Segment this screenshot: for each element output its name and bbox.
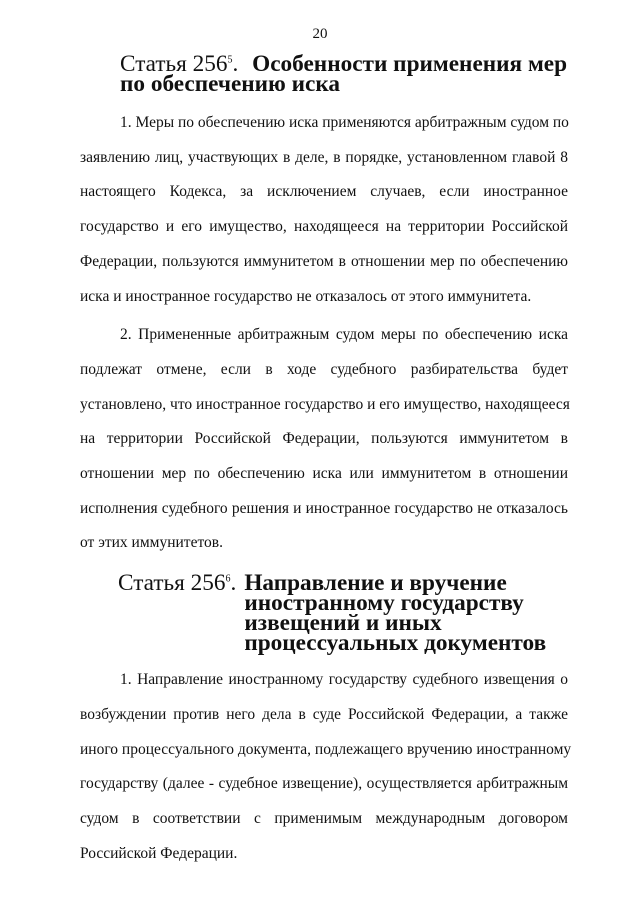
article-number-superscript: 5 [227, 54, 233, 66]
paragraph-line: настоящего Кодекса, за исключением случаев, если иностранное [80, 183, 568, 201]
article-number [80, 570, 237, 653]
paragraph-line: судом в соответствии с применимым международным договором [80, 809, 568, 827]
article-heading [80, 570, 568, 657]
paragraph-line: государство и его имущество, находящееся на территории Российской [80, 218, 568, 236]
paragraph-line: исполнения судебного решения и иностранное государство не отказалось [80, 499, 568, 517]
paragraph-line: иного процессуального документа, подлежащего вручению иностранному [80, 740, 572, 758]
article-title-line: извещений и иных процессуальных документов [244, 610, 547, 657]
paragraph-line: отношении мер по обеспечению иска или иммунитетом в отношении [80, 465, 568, 483]
article-title [236, 570, 568, 657]
paragraph-line: на территории Российской Федерации, пользуются иммунитетом в [80, 430, 568, 448]
paragraph [80, 318, 568, 561]
article-number-dot: . [230, 570, 237, 597]
article-heading [80, 51, 568, 97]
paragraph-line: 1. Меры по обеспечению иска применяются арбитражным судом по [120, 114, 569, 131]
paragraph-line: иска и иностранное государство не отказалось от этого иммунитета. [80, 287, 532, 305]
paragraph [80, 663, 572, 871]
paragraph-line: Федерации, пользуются иммунитетом в отношении мер по обеспечению [80, 252, 568, 270]
paragraph-line: возбуждении против него дела в суде Российской Федерации, а также [80, 705, 568, 723]
paragraph-line: подлежат отмене, если в ходе судебного разбирательства будет [80, 360, 568, 378]
article-number-label: Статья 256 [120, 51, 228, 77]
article-number-dot: . [232, 51, 239, 77]
article-title-line: Направление и вручение иностранному государству [244, 570, 524, 617]
document-body [80, 51, 572, 871]
article-title: Особенности применения мер по обеспечению иска [120, 51, 568, 97]
paragraph-line: 1. Направление иностранному государству судебного извещения о [120, 671, 568, 689]
paragraph-line: установлено, что иностранное государство и его имущество, находящееся [80, 395, 570, 413]
article-number-label: Статья 256 [118, 570, 226, 597]
paragraph-line: государству (далее - судебное извещение), осуществляется арбитражным [80, 775, 568, 793]
article-number-superscript: 6 [225, 573, 231, 585]
paragraph-line: от этих иммунитетов. [80, 534, 223, 552]
paragraph [80, 106, 568, 314]
paragraph-line: Российской Федерации. [80, 844, 238, 862]
paragraph-line: заявлению лиц, участвующих в деле, в порядке, установленном главой 8 [80, 148, 568, 166]
page-number: 20 [312, 26, 328, 42]
paragraph-line: 2. Примененные арбитражным судом меры по обеспечению иска [120, 326, 568, 344]
